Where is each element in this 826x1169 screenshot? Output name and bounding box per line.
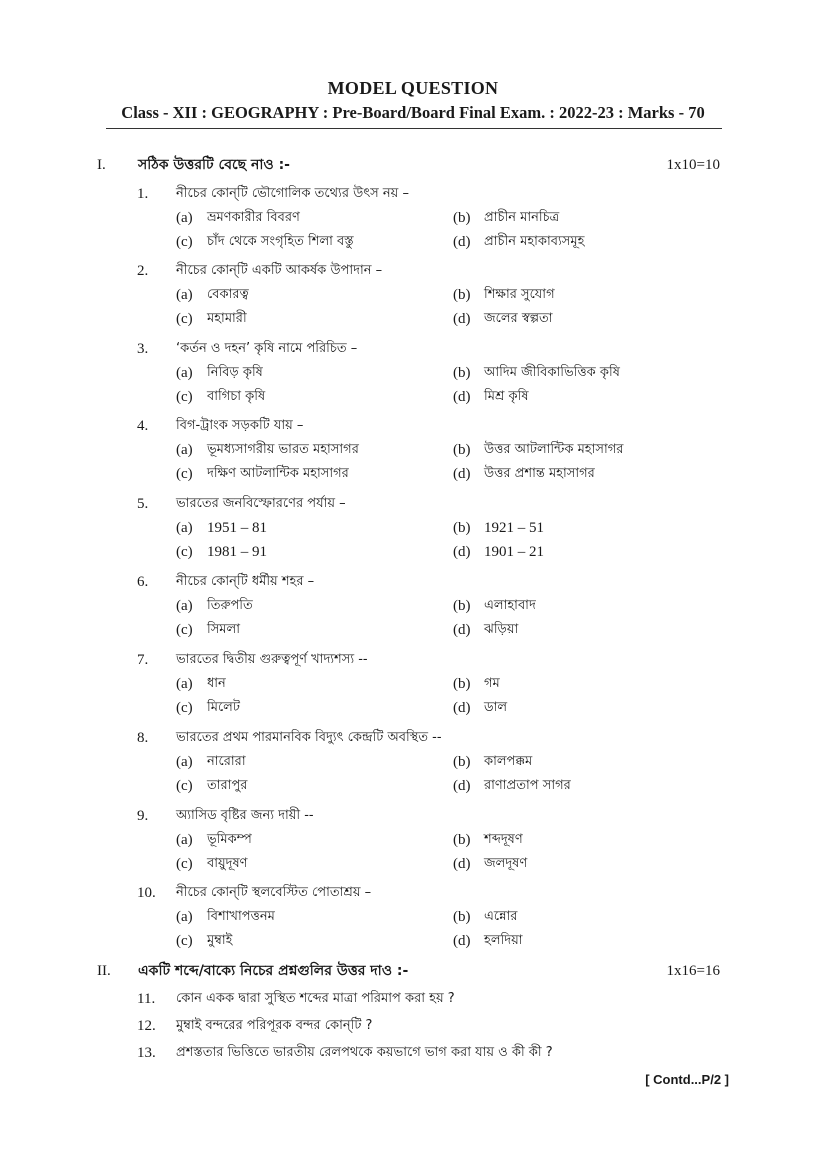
option-letter: (b) (453, 832, 471, 848)
question-text: ভারতের জনবিস্ফোরণের পর্যায় – (176, 496, 346, 511)
option-text: শিক্ষার সুযোগ (484, 287, 555, 302)
option-letter: (b) (453, 909, 471, 925)
option-letter: (c) (176, 466, 193, 482)
option-text: উত্তর আটলান্টিক মহাসাগর (484, 442, 624, 457)
option-letter: (b) (453, 365, 471, 381)
question-number: 11. (137, 991, 156, 1007)
option-text: 1921 – 51 (484, 520, 544, 536)
option-text: ভ্রমণকারীর বিবরণ (207, 210, 300, 225)
option-letter: (a) (176, 442, 193, 458)
option-text: 1901 – 21 (484, 544, 544, 560)
option-letter: (c) (176, 778, 193, 794)
question-text: নীচের কোন্‌টি ধর্মীয় শহর – (176, 574, 315, 589)
question-text: নীচের কোন্‌টি ভৌগোলিক তথ্যের উৎস নয় – (176, 186, 409, 201)
option-letter: (a) (176, 676, 193, 692)
option-text: ধান (207, 676, 226, 691)
option-text: ঝড়িয়া (484, 622, 519, 637)
section-number: II. (97, 963, 111, 979)
option-letter: (d) (453, 933, 471, 949)
question-text: কোন একক দ্বারা সুস্থিত শব্দের মাত্রা পরিমাপ করা হয় ? (176, 991, 455, 1006)
question-text: ‘কর্তন ও দহন’ কৃষি নামে পরিচিত – (176, 341, 358, 356)
option-letter: (b) (453, 754, 471, 770)
option-text: ভূমিকম্প (207, 832, 252, 847)
exam-subtitle: Class - XII : GEOGRAPHY : Pre-Board/Board Final Exam. : 2022-23 : Marks - 70 (121, 103, 705, 122)
option-letter: (a) (176, 287, 193, 303)
option-letter: (a) (176, 832, 193, 848)
question-number: 7. (137, 652, 149, 668)
option-text: রাণাপ্রতাপ সাগর (484, 778, 571, 793)
option-letter: (c) (176, 622, 193, 638)
option-text: মুম্বাই (207, 933, 233, 948)
option-letter: (c) (176, 544, 193, 560)
option-letter: (d) (453, 700, 471, 716)
question-number: 4. (137, 418, 149, 434)
option-letter: (b) (453, 287, 471, 303)
question-text: মুম্বাই বন্দরের পরিপূরক বন্দর কোন্‌টি ? (176, 1018, 373, 1033)
question-text: নীচের কোন্‌টি স্থলবেস্টিত পোতাশ্রয় – (176, 885, 372, 900)
option-text: বাগিচা কৃষি (207, 389, 266, 404)
question-text: প্রশস্ততার ভিত্তিতে ভারতীয় রেলপথকে কয়ভাগে ভাগ করা যায় ও কী কী ? (176, 1045, 553, 1060)
option-text: মিশ্র কৃষি (484, 389, 529, 404)
option-letter: (b) (453, 442, 471, 458)
question-text: নীচের কোন্‌টি একটি আকর্ষক উপাদান – (176, 263, 383, 278)
option-text: নারোরা (207, 754, 246, 769)
option-letter: (a) (176, 210, 193, 226)
option-letter: (c) (176, 311, 193, 327)
option-text: এলাহাবাদ (484, 598, 536, 613)
option-letter: (b) (453, 676, 471, 692)
option-text: গম (484, 676, 500, 691)
option-text: 1951 – 81 (207, 520, 267, 536)
question-text: অ্যাসিড বৃষ্টির জন্য দায়ী -- (176, 808, 314, 823)
question-number: 12. (137, 1018, 156, 1034)
option-text: সিমলা (207, 622, 240, 637)
option-letter: (d) (453, 856, 471, 872)
option-text: ডাল (484, 700, 508, 715)
section-number: I. (97, 157, 106, 173)
option-text: মহামারী (207, 311, 247, 326)
option-text: ভূমধ্যসাগরীয় ভারত মহাসাগর (207, 442, 359, 457)
option-letter: (c) (176, 700, 193, 716)
option-text: তিরুপতি (207, 598, 253, 613)
option-letter: (d) (453, 544, 471, 560)
option-letter: (a) (176, 909, 193, 925)
option-letter: (a) (176, 754, 193, 770)
option-letter: (a) (176, 598, 193, 614)
option-text: উত্তর প্রশান্ত মহাসাগর (484, 466, 595, 481)
option-text: বেকারত্ব (207, 287, 249, 302)
option-letter: (d) (453, 234, 471, 250)
question-number: 2. (137, 263, 149, 279)
option-text: হলদিয়া (484, 933, 523, 948)
option-text: কালপক্কম (484, 754, 533, 769)
option-letter: (c) (176, 856, 193, 872)
question-text: বিগ-ট্রাংক সড়কটি যায় – (176, 418, 304, 433)
option-letter: (d) (453, 466, 471, 482)
option-text: শব্দদূষণ (484, 832, 523, 847)
option-letter: (d) (453, 778, 471, 794)
option-letter: (b) (453, 210, 471, 226)
option-letter: (c) (176, 933, 193, 949)
option-text: দক্ষিণ আটলান্টিক মহাসাগর (207, 466, 349, 481)
option-text: চাঁদ থেকে সংগৃহিত শিলা বস্তু (207, 234, 354, 249)
continued-note: [ Contd...P/2 ] (645, 1072, 729, 1087)
section-marks: 1x16=16 (666, 963, 720, 979)
question-number: 8. (137, 730, 149, 746)
page-header (0, 77, 826, 124)
option-text: এন্নোর (484, 909, 518, 924)
question-number: 6. (137, 574, 149, 590)
option-text: জলদূষণ (484, 856, 528, 871)
page-title: MODEL QUESTION (327, 78, 499, 98)
option-text: নিবিড় কৃষি (207, 365, 263, 380)
option-text: আদিম জীবিকাভিত্তিক কৃষি (484, 365, 620, 380)
option-letter: (c) (176, 389, 193, 405)
section-2-heading (0, 959, 826, 983)
question-number: 9. (137, 808, 149, 824)
option-letter: (c) (176, 234, 193, 250)
section-title: একটি শব্দে/বাক্যে নিচের প্রশ্নগুলির উত্তর দাও :- (138, 963, 409, 979)
question-number: 3. (137, 341, 149, 357)
option-text: মিলেট (207, 700, 240, 715)
question-number: 1. (137, 186, 149, 202)
question-number: 10. (137, 885, 156, 901)
option-text: তারাপুর (207, 778, 248, 793)
option-text: প্রাচীন মহাকাব্যসমূহ (484, 234, 585, 249)
option-letter: (d) (453, 311, 471, 327)
option-letter: (d) (453, 389, 471, 405)
header-divider (106, 128, 722, 129)
option-text: বায়ুদূষণ (207, 856, 248, 871)
option-text: জলের স্বল্পতা (484, 311, 553, 326)
option-letter: (a) (176, 520, 193, 536)
option-letter: (b) (453, 520, 471, 536)
option-letter: (b) (453, 598, 471, 614)
section-title: সঠিক উত্তরটি বেছে নাও :- (138, 157, 290, 173)
section-marks: 1x10=10 (666, 157, 720, 173)
option-text: 1981 – 91 (207, 544, 267, 560)
option-text: বিশাখাপত্তনম (207, 909, 275, 924)
question-number: 5. (137, 496, 149, 512)
question-text: ভারতের প্রথম পারমানবিক বিদ্যুৎ কেন্দ্রটি অবস্থিত -- (176, 730, 442, 745)
question-number: 13. (137, 1045, 156, 1061)
option-text: প্রাচীন মানচিত্র (484, 210, 560, 225)
section-1-heading (0, 153, 826, 177)
option-letter: (d) (453, 622, 471, 638)
option-letter: (a) (176, 365, 193, 381)
question-text: ভারতের দ্বিতীয় গুরুত্বপূর্ণ খাদ্যশস্য -- (176, 652, 368, 667)
